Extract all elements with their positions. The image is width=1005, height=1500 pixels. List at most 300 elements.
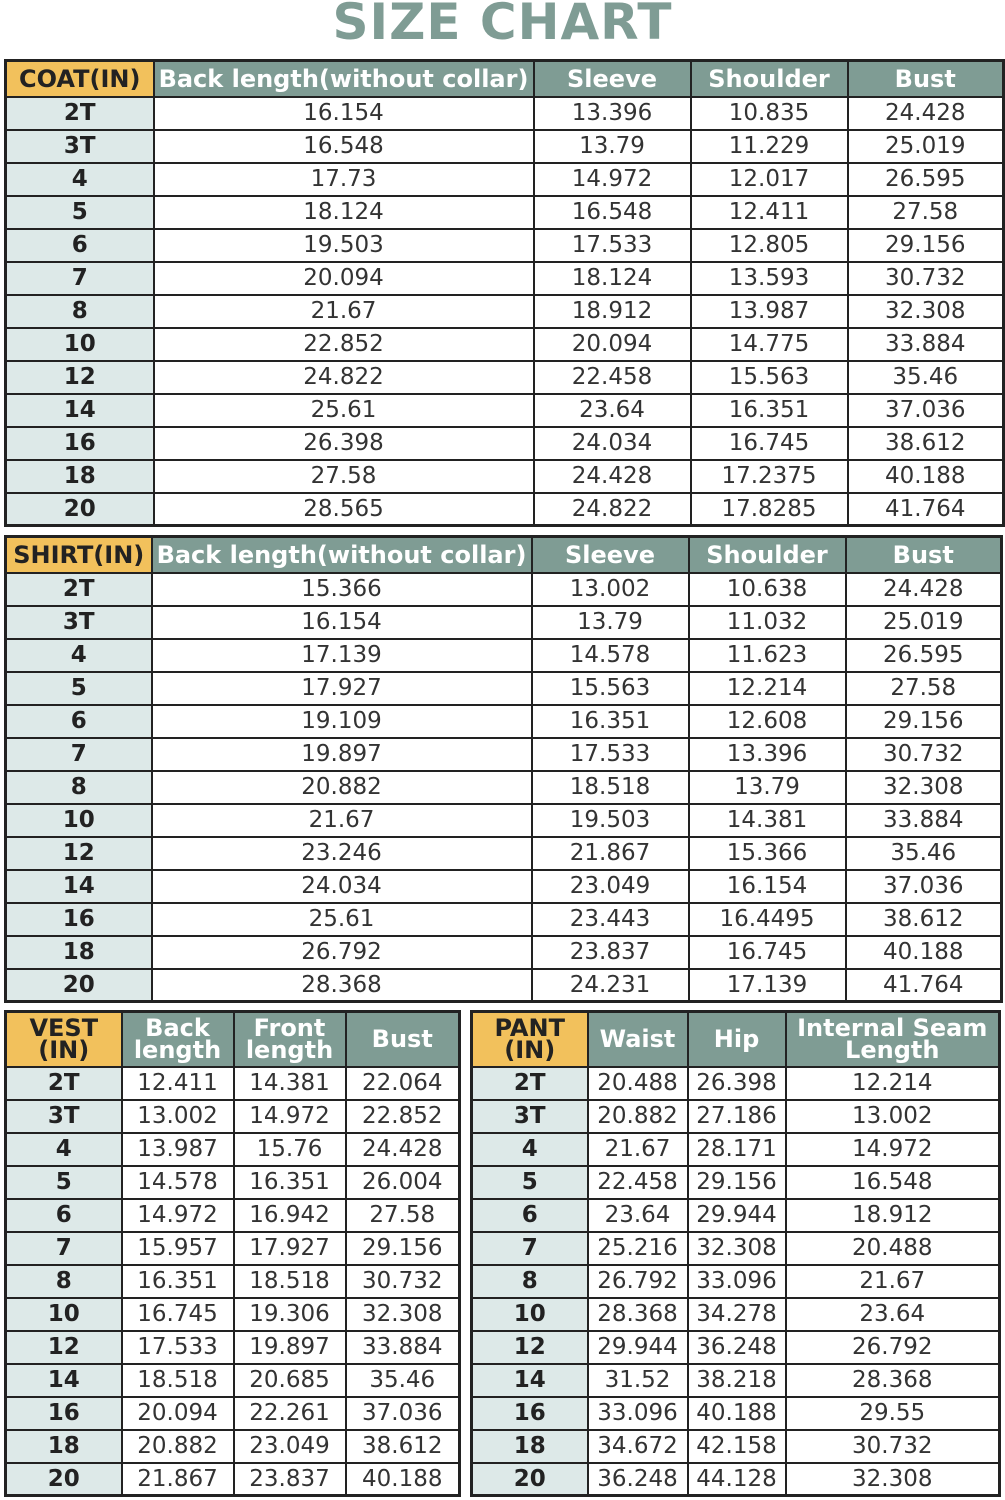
- measurement-cell: 23.64: [588, 1199, 688, 1232]
- measurement-cell: 16.745: [122, 1298, 234, 1331]
- size-label: 8: [6, 295, 154, 328]
- measurement-cell: 34.278: [688, 1298, 786, 1331]
- table-row: [472, 1067, 1000, 1100]
- measurement-cell: 16.351: [122, 1265, 234, 1298]
- size-label: 12: [6, 837, 152, 870]
- size-label: 5: [6, 672, 152, 705]
- measurement-cell: 32.308: [688, 1232, 786, 1265]
- measurement-cell: 18.518: [532, 771, 689, 804]
- measurement-cell: 40.188: [688, 1397, 786, 1430]
- table-row: [6, 771, 1002, 804]
- size-label: 14: [6, 1364, 122, 1397]
- measurement-cell: 36.248: [588, 1463, 688, 1496]
- measurement-cell: 38.218: [688, 1364, 786, 1397]
- size-label: 4: [6, 163, 154, 196]
- measurement-cell: 12.411: [691, 196, 848, 229]
- size-label: 14: [472, 1364, 588, 1397]
- table-row: [6, 295, 1004, 328]
- pant-column-header: Hip: [688, 1012, 786, 1067]
- measurement-cell: 19.109: [152, 705, 532, 738]
- table-row: [6, 1298, 460, 1331]
- size-label: 16: [472, 1397, 588, 1430]
- measurement-cell: 18.912: [786, 1199, 1000, 1232]
- measurement-cell: 13.987: [122, 1133, 234, 1166]
- measurement-cell: 20.094: [122, 1397, 234, 1430]
- size-label: 3T: [6, 1100, 122, 1133]
- table-row: [6, 1331, 460, 1364]
- measurement-cell: 12.214: [786, 1067, 1000, 1100]
- table-row: [6, 1067, 460, 1100]
- measurement-cell: 13.002: [122, 1100, 234, 1133]
- measurement-cell: 11.623: [689, 639, 846, 672]
- measurement-cell: 28.171: [688, 1133, 786, 1166]
- size-label: 12: [472, 1331, 588, 1364]
- table-row: [6, 1463, 460, 1496]
- measurement-cell: 18.912: [534, 295, 691, 328]
- measurement-cell: 12.214: [689, 672, 846, 705]
- measurement-cell: 40.188: [848, 460, 1004, 493]
- table-row: [6, 639, 1002, 672]
- table-row: [6, 163, 1004, 196]
- measurement-cell: 38.612: [346, 1430, 460, 1463]
- measurement-cell: 17.139: [689, 969, 846, 1002]
- measurement-cell: 13.396: [534, 97, 691, 130]
- measurement-cell: 25.216: [588, 1232, 688, 1265]
- table-row: [6, 427, 1004, 460]
- table-row: [472, 1133, 1000, 1166]
- measurement-cell: 21.867: [122, 1463, 234, 1496]
- measurement-cell: 29.156: [688, 1166, 786, 1199]
- size-label: 18: [6, 1430, 122, 1463]
- measurement-cell: 10.638: [689, 573, 846, 606]
- measurement-cell: 19.503: [154, 229, 534, 262]
- measurement-cell: 15.366: [689, 837, 846, 870]
- measurement-cell: 24.034: [534, 427, 691, 460]
- table-row: [6, 804, 1002, 837]
- table-row: [6, 1265, 460, 1298]
- measurement-cell: 22.852: [154, 328, 534, 361]
- measurement-cell: 41.764: [848, 493, 1004, 526]
- measurement-cell: 16.548: [154, 130, 534, 163]
- measurement-cell: 18.124: [154, 196, 534, 229]
- measurement-cell: 22.458: [588, 1166, 688, 1199]
- size-label: 2T: [6, 573, 152, 606]
- measurement-cell: 24.428: [346, 1133, 460, 1166]
- measurement-cell: 12.017: [691, 163, 848, 196]
- size-label: 16: [6, 903, 152, 936]
- pant-header-row: [472, 1012, 1000, 1067]
- measurement-cell: 30.732: [846, 738, 1002, 771]
- coat-column-header: Sleeve: [534, 61, 691, 97]
- table-row: [472, 1265, 1000, 1298]
- size-label: 6: [472, 1199, 588, 1232]
- shirt-column-header: Bust: [846, 537, 1002, 573]
- measurement-cell: 16.154: [154, 97, 534, 130]
- measurement-cell: 22.458: [534, 361, 691, 394]
- measurement-cell: 23.246: [152, 837, 532, 870]
- vest-column-header: Bust: [346, 1012, 460, 1067]
- measurement-cell: 32.308: [848, 295, 1004, 328]
- table-row: [472, 1430, 1000, 1463]
- measurement-cell: 15.563: [532, 672, 689, 705]
- size-label: 12: [6, 361, 154, 394]
- measurement-cell: 29.156: [848, 229, 1004, 262]
- coat-column-header: Shoulder: [691, 61, 848, 97]
- size-label: 18: [6, 460, 154, 493]
- size-label: 18: [6, 936, 152, 969]
- table-row: [6, 229, 1004, 262]
- measurement-cell: 17.73: [154, 163, 534, 196]
- measurement-cell: 28.368: [588, 1298, 688, 1331]
- table-row: [6, 196, 1004, 229]
- measurement-cell: 10.835: [691, 97, 848, 130]
- table-row: [6, 493, 1004, 526]
- page-title: SIZE CHART: [332, 0, 673, 51]
- measurement-cell: 21.67: [588, 1133, 688, 1166]
- measurement-cell: 24.428: [846, 573, 1002, 606]
- vest-column-header: Front length: [234, 1012, 346, 1067]
- measurement-cell: 23.837: [234, 1463, 346, 1496]
- measurement-cell: 21.67: [154, 295, 534, 328]
- table-row: [472, 1166, 1000, 1199]
- coat-column-header: Back length(without collar): [154, 61, 534, 97]
- size-label: 3T: [472, 1100, 588, 1133]
- size-label: 20: [472, 1463, 588, 1496]
- table-row: [6, 573, 1002, 606]
- measurement-cell: 24.428: [534, 460, 691, 493]
- measurement-cell: 21.867: [532, 837, 689, 870]
- measurement-cell: 20.488: [786, 1232, 1000, 1265]
- size-label: 7: [472, 1232, 588, 1265]
- measurement-cell: 33.096: [588, 1397, 688, 1430]
- measurement-cell: 44.128: [688, 1463, 786, 1496]
- size-label: 7: [6, 738, 152, 771]
- table-row: [6, 1397, 460, 1430]
- measurement-cell: 16.154: [152, 606, 532, 639]
- measurement-cell: 24.822: [534, 493, 691, 526]
- coat-header-row: [6, 61, 1004, 97]
- table-row: [6, 738, 1002, 771]
- measurement-cell: 21.67: [152, 804, 532, 837]
- measurement-cell: 15.366: [152, 573, 532, 606]
- size-label: 3T: [6, 606, 152, 639]
- measurement-cell: 12.411: [122, 1067, 234, 1100]
- size-label: 4: [6, 1133, 122, 1166]
- table-row: [6, 870, 1002, 903]
- measurement-cell: 33.884: [346, 1331, 460, 1364]
- measurement-cell: 17.8285: [691, 493, 848, 526]
- measurement-cell: 29.944: [688, 1199, 786, 1232]
- table-row: [6, 394, 1004, 427]
- measurement-cell: 26.595: [846, 639, 1002, 672]
- measurement-cell: 22.261: [234, 1397, 346, 1430]
- measurement-cell: 23.443: [532, 903, 689, 936]
- table-row: [6, 262, 1004, 295]
- measurement-cell: 38.612: [848, 427, 1004, 460]
- measurement-cell: 32.308: [786, 1463, 1000, 1496]
- measurement-cell: 19.306: [234, 1298, 346, 1331]
- measurement-cell: 37.036: [846, 870, 1002, 903]
- table-row: [6, 969, 1002, 1002]
- size-label: 2T: [472, 1067, 588, 1100]
- coat-category-header: COAT(IN): [6, 61, 154, 97]
- pant-column-header: Waist: [588, 1012, 688, 1067]
- measurement-cell: 21.67: [786, 1265, 1000, 1298]
- measurement-cell: 18.518: [122, 1364, 234, 1397]
- table-row: [6, 837, 1002, 870]
- size-label: 2T: [6, 97, 154, 130]
- measurement-cell: 16.745: [689, 936, 846, 969]
- size-label: 4: [472, 1133, 588, 1166]
- measurement-cell: 38.612: [846, 903, 1002, 936]
- size-label: 5: [6, 196, 154, 229]
- measurement-cell: 29.156: [846, 705, 1002, 738]
- measurement-cell: 30.732: [848, 262, 1004, 295]
- measurement-cell: 24.822: [154, 361, 534, 394]
- table-row: [6, 1199, 460, 1232]
- measurement-cell: 23.049: [234, 1430, 346, 1463]
- measurement-cell: 22.852: [346, 1100, 460, 1133]
- measurement-cell: 16.351: [691, 394, 848, 427]
- measurement-cell: 32.308: [346, 1298, 460, 1331]
- pant-column-header: Internal Seam Length: [786, 1012, 1000, 1067]
- measurement-cell: 27.58: [154, 460, 534, 493]
- measurement-cell: 25.61: [152, 903, 532, 936]
- pant-category-header: PANT (IN): [472, 1012, 588, 1067]
- measurement-cell: 27.58: [846, 672, 1002, 705]
- table-row: [6, 460, 1004, 493]
- size-label: 8: [6, 1265, 122, 1298]
- measurement-cell: 17.927: [152, 672, 532, 705]
- measurement-cell: 36.248: [688, 1331, 786, 1364]
- measurement-cell: 30.732: [786, 1430, 1000, 1463]
- size-label: 3T: [6, 130, 154, 163]
- measurement-cell: 24.428: [848, 97, 1004, 130]
- measurement-cell: 26.595: [848, 163, 1004, 196]
- size-label: 8: [6, 771, 152, 804]
- measurement-cell: 27.58: [848, 196, 1004, 229]
- measurement-cell: 37.036: [848, 394, 1004, 427]
- measurement-cell: 19.897: [152, 738, 532, 771]
- table-row: [6, 705, 1002, 738]
- measurement-cell: 14.578: [122, 1166, 234, 1199]
- table-row: [6, 1166, 460, 1199]
- size-label: 7: [6, 262, 154, 295]
- shirt-size-table: [4, 535, 1003, 1003]
- measurement-cell: 33.884: [846, 804, 1002, 837]
- measurement-cell: 28.565: [154, 493, 534, 526]
- table-row: [472, 1199, 1000, 1232]
- measurement-cell: 25.61: [154, 394, 534, 427]
- vest-category-header: VEST (IN): [6, 1012, 122, 1067]
- measurement-cell: 23.64: [534, 394, 691, 427]
- measurement-cell: 24.034: [152, 870, 532, 903]
- pant-size-table: [470, 1010, 1001, 1497]
- vest-header-row: [6, 1012, 460, 1067]
- size-label: 5: [6, 1166, 122, 1199]
- measurement-cell: 14.972: [534, 163, 691, 196]
- size-label: 20: [6, 969, 152, 1002]
- measurement-cell: 35.46: [846, 837, 1002, 870]
- measurement-cell: 16.942: [234, 1199, 346, 1232]
- size-label: 10: [6, 328, 154, 361]
- table-row: [6, 97, 1004, 130]
- measurement-cell: 13.79: [532, 606, 689, 639]
- measurement-cell: 29.55: [786, 1397, 1000, 1430]
- measurement-cell: 17.533: [532, 738, 689, 771]
- coat-size-table: [4, 59, 1005, 527]
- measurement-cell: 20.094: [154, 262, 534, 295]
- size-label: 12: [6, 1331, 122, 1364]
- measurement-cell: 14.972: [234, 1100, 346, 1133]
- measurement-cell: 14.381: [234, 1067, 346, 1100]
- measurement-cell: 15.76: [234, 1133, 346, 1166]
- measurement-cell: 16.548: [534, 196, 691, 229]
- measurement-cell: 14.775: [691, 328, 848, 361]
- size-label: 20: [6, 1463, 122, 1496]
- measurement-cell: 26.398: [688, 1067, 786, 1100]
- size-label: 7: [6, 1232, 122, 1265]
- measurement-cell: 16.154: [689, 870, 846, 903]
- measurement-cell: 40.188: [846, 936, 1002, 969]
- measurement-cell: 31.52: [588, 1364, 688, 1397]
- measurement-cell: 11.032: [689, 606, 846, 639]
- table-row: [472, 1397, 1000, 1430]
- table-row: [472, 1232, 1000, 1265]
- measurement-cell: 16.351: [532, 705, 689, 738]
- shirt-column-header: Sleeve: [532, 537, 689, 573]
- size-label: 10: [6, 1298, 122, 1331]
- measurement-cell: 20.685: [234, 1364, 346, 1397]
- measurement-cell: 20.094: [534, 328, 691, 361]
- coat-column-header: Bust: [848, 61, 1004, 97]
- measurement-cell: 28.368: [152, 969, 532, 1002]
- table-row: [6, 361, 1004, 394]
- table-row: [472, 1100, 1000, 1133]
- shirt-category-header: SHIRT(IN): [6, 537, 152, 573]
- measurement-cell: 29.156: [346, 1232, 460, 1265]
- measurement-cell: 20.882: [122, 1430, 234, 1463]
- measurement-cell: 29.944: [588, 1331, 688, 1364]
- measurement-cell: 17.927: [234, 1232, 346, 1265]
- measurement-cell: 13.396: [689, 738, 846, 771]
- measurement-cell: 42.158: [688, 1430, 786, 1463]
- measurement-cell: 35.46: [848, 361, 1004, 394]
- size-label: 6: [6, 705, 152, 738]
- measurement-cell: 28.368: [786, 1364, 1000, 1397]
- measurement-cell: 16.4495: [689, 903, 846, 936]
- table-row: [6, 936, 1002, 969]
- table-row: [6, 606, 1002, 639]
- measurement-cell: 17.2375: [691, 460, 848, 493]
- table-row: [472, 1331, 1000, 1364]
- table-row: [6, 1133, 460, 1166]
- table-row: [6, 1430, 460, 1463]
- measurement-cell: 24.231: [532, 969, 689, 1002]
- measurement-cell: 27.58: [346, 1199, 460, 1232]
- size-label: 6: [6, 229, 154, 262]
- measurement-cell: 23.837: [532, 936, 689, 969]
- table-row: [6, 1232, 460, 1265]
- measurement-cell: 13.593: [691, 262, 848, 295]
- measurement-cell: 17.533: [534, 229, 691, 262]
- measurement-cell: 15.957: [122, 1232, 234, 1265]
- size-label: 16: [6, 427, 154, 460]
- measurement-cell: 26.004: [346, 1166, 460, 1199]
- measurement-cell: 19.503: [532, 804, 689, 837]
- size-label: 16: [6, 1397, 122, 1430]
- size-label: 8: [472, 1265, 588, 1298]
- measurement-cell: 26.398: [154, 427, 534, 460]
- measurement-cell: 33.884: [848, 328, 1004, 361]
- size-label: 20: [6, 493, 154, 526]
- measurement-cell: 11.229: [691, 130, 848, 163]
- size-label: 6: [6, 1199, 122, 1232]
- measurement-cell: 23.64: [786, 1298, 1000, 1331]
- table-row: [472, 1463, 1000, 1496]
- measurement-cell: 17.139: [152, 639, 532, 672]
- shirt-column-header: Back length(without collar): [152, 537, 532, 573]
- measurement-cell: 25.019: [846, 606, 1002, 639]
- measurement-cell: 12.805: [691, 229, 848, 262]
- table-row: [472, 1298, 1000, 1331]
- measurement-cell: 14.578: [532, 639, 689, 672]
- measurement-cell: 13.002: [532, 573, 689, 606]
- shirt-header-row: [6, 537, 1002, 573]
- measurement-cell: 41.764: [846, 969, 1002, 1002]
- measurement-cell: 16.548: [786, 1166, 1000, 1199]
- measurement-cell: 40.188: [346, 1463, 460, 1496]
- measurement-cell: 14.972: [122, 1199, 234, 1232]
- table-row: [6, 1100, 460, 1133]
- measurement-cell: 20.882: [588, 1100, 688, 1133]
- measurement-cell: 15.563: [691, 361, 848, 394]
- measurement-cell: 12.608: [689, 705, 846, 738]
- measurement-cell: 27.186: [688, 1100, 786, 1133]
- size-label: 10: [472, 1298, 588, 1331]
- measurement-cell: 13.002: [786, 1100, 1000, 1133]
- vest-column-header: Back length: [122, 1012, 234, 1067]
- measurement-cell: 23.049: [532, 870, 689, 903]
- size-label: 14: [6, 394, 154, 427]
- measurement-cell: 13.79: [689, 771, 846, 804]
- vest-size-table: [4, 1010, 461, 1497]
- measurement-cell: 17.533: [122, 1331, 234, 1364]
- measurement-cell: 16.745: [691, 427, 848, 460]
- measurement-cell: 26.792: [152, 936, 532, 969]
- measurement-cell: 34.672: [588, 1430, 688, 1463]
- size-label: 18: [472, 1430, 588, 1463]
- measurement-cell: 26.792: [786, 1331, 1000, 1364]
- measurement-cell: 20.488: [588, 1067, 688, 1100]
- measurement-cell: 14.972: [786, 1133, 1000, 1166]
- measurement-cell: 14.381: [689, 804, 846, 837]
- measurement-cell: 35.46: [346, 1364, 460, 1397]
- size-label: 10: [6, 804, 152, 837]
- table-row: [6, 328, 1004, 361]
- size-label: 5: [472, 1166, 588, 1199]
- table-row: [6, 903, 1002, 936]
- measurement-cell: 19.897: [234, 1331, 346, 1364]
- measurement-cell: 18.124: [534, 262, 691, 295]
- measurement-cell: 13.987: [691, 295, 848, 328]
- size-label: 2T: [6, 1067, 122, 1100]
- table-row: [6, 130, 1004, 163]
- measurement-cell: 33.096: [688, 1265, 786, 1298]
- measurement-cell: 13.79: [534, 130, 691, 163]
- table-row: [472, 1364, 1000, 1397]
- measurement-cell: 16.351: [234, 1166, 346, 1199]
